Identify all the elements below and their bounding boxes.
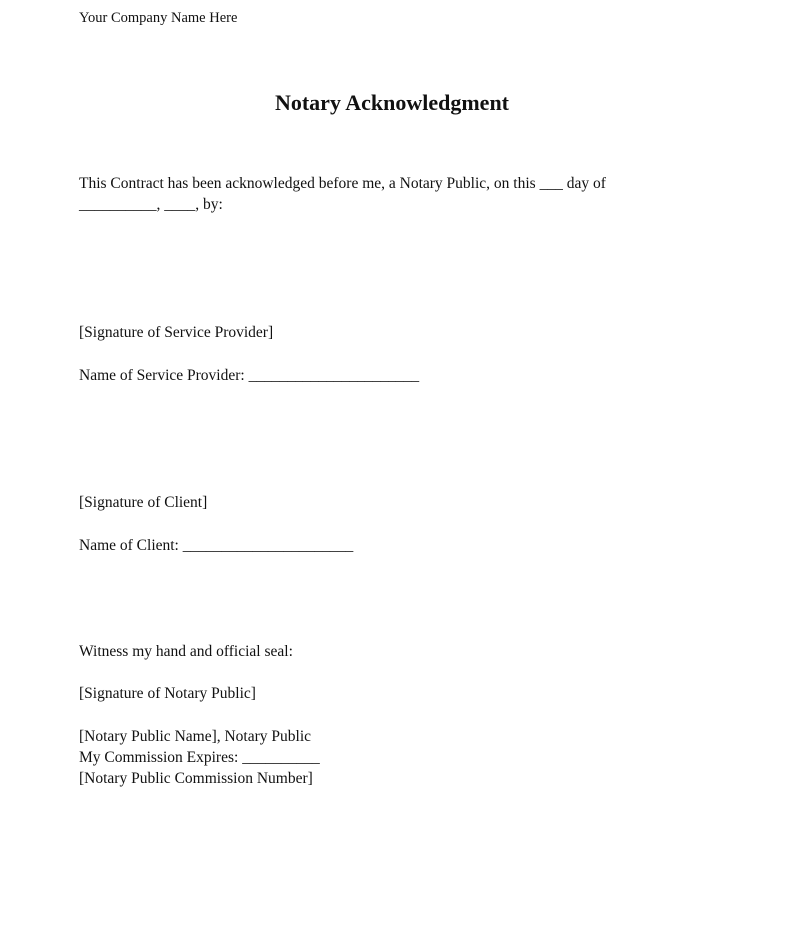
intro-line-2: __________, ____, by: bbox=[79, 196, 223, 213]
commission-number: [Notary Public Commission Number] bbox=[79, 770, 313, 787]
intro-line-1: This Contract has been acknowledged before me, a Notary Public, on this ___ day of bbox=[79, 175, 606, 192]
witness-statement: Witness my hand and official seal: bbox=[79, 643, 293, 660]
intro-paragraph bbox=[79, 173, 699, 215]
client-signature: [Signature of Client] bbox=[79, 494, 208, 511]
service-provider-signature: [Signature of Service Provider] bbox=[79, 324, 274, 341]
page-title: Notary Acknowledgment bbox=[274, 90, 510, 115]
service-provider-name-line: Name of Service Provider: ______________________ bbox=[79, 367, 420, 384]
company-name: Your Company Name Here bbox=[79, 10, 238, 26]
client-name-line: Name of Client: ______________________ bbox=[79, 537, 354, 554]
commission-expires: My Commission Expires: __________ bbox=[79, 749, 320, 766]
notary-signature: [Signature of Notary Public] bbox=[79, 685, 256, 702]
notary-name: [Notary Public Name], Notary Public bbox=[79, 728, 312, 745]
